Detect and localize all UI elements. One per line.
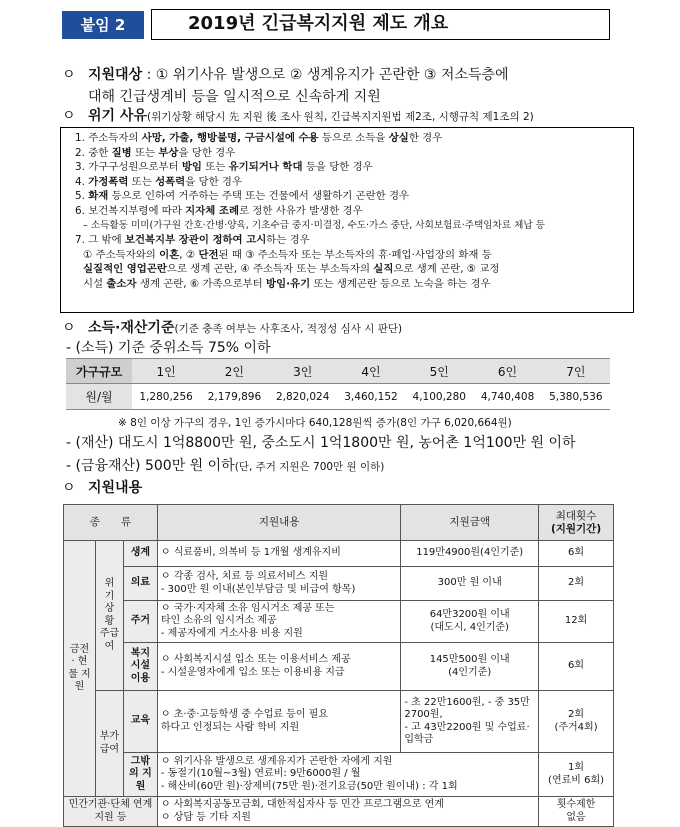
row-max: 2회 xyxy=(539,567,614,601)
row-name: 그밖의 지원 xyxy=(123,753,157,797)
income-amount: 3,460,152 xyxy=(337,384,405,410)
amount-unit-label: 원/월 xyxy=(66,384,132,410)
crisis-item: 7. 그 밖에 보건복지부 장관이 정하여 고시하는 경우 xyxy=(75,234,310,247)
row-name: 복지 시설 이용 xyxy=(123,643,157,691)
group-cash-label: 금전 · 현물 지원 xyxy=(64,541,96,797)
crisis-item: 4. 가정폭력 또는 성폭력을 당한 경우 xyxy=(75,175,242,188)
group-extra-label: 부가 급여 xyxy=(95,691,123,797)
table-row xyxy=(64,601,614,643)
table-row xyxy=(64,541,614,567)
crisis-item: 2. 중한 질병 또는 부상을 당한 경우 xyxy=(75,146,236,159)
row-max: 6회 xyxy=(539,643,614,691)
attachment-badge: 붙임 2 xyxy=(62,11,144,39)
row-max: 횟수제한 없음 xyxy=(539,797,614,827)
income-amount: 4,740,408 xyxy=(473,384,541,410)
income-table-row xyxy=(66,384,610,410)
row-content: ㅇ 국가·지자체 소유 임시거소 제공 또는 타인 소유의 임시거소 제공 - 제공자에게 거소사용 비용 지원 xyxy=(157,601,400,643)
row-amount: 119만4900원(4인기준) xyxy=(401,541,539,567)
crisis-item: 1. 주소득자의 사망, 가출, 행방불명, 구금시설에 수용 등으로 소득을 상실한 경우 xyxy=(75,132,443,144)
row-content: ㅇ 사회복지시설 입소 또는 이용서비스 제공 - 시설운영자에게 입소 또는 이용비용 지급 xyxy=(157,643,400,691)
row-max: 2회 (주거4회) xyxy=(539,691,614,753)
table-row xyxy=(64,753,614,797)
row-amount: 64만3200원 이내 (대도시, 4인기준) xyxy=(401,601,539,643)
row-amount: 300만 원 이내 xyxy=(401,567,539,601)
row-content: ㅇ 식료품비, 의복비 등 1개월 생계유지비 xyxy=(157,541,400,567)
income-amount: 4,100,280 xyxy=(405,384,473,410)
household-size: 5인 xyxy=(405,359,473,384)
row-max: 1회 (연료비 6회) xyxy=(539,753,614,797)
household-size: 1인 xyxy=(132,359,200,384)
finance-note: (단, 주거 지원은 700만 원 이하) xyxy=(234,461,385,473)
crisis-item: 3. 가구구성원으로부터 방임 또는 유기되거나 학대 등을 당한 경우 xyxy=(75,161,373,174)
crisis-item: 6. 보건복지부령에 따라 지자체 조례로 정한 사유가 발생한 경우 xyxy=(75,204,363,217)
income-amount: 1,280,256 xyxy=(132,384,200,410)
group-crisis-label: 위 기 상 황 주급여 xyxy=(95,541,123,691)
title-row xyxy=(62,9,610,40)
finance-text: - (금융재산) 500만 원 이하 xyxy=(66,458,235,474)
crisis-subitem: – 소득활동 미미(가구원 간호·간병·양육, 기초수급 중지·미결정, 수도·가스 중단, 사회보험료·주택임차료 체납 등 xyxy=(83,219,545,231)
bullet-icon: ㅇ xyxy=(62,480,76,496)
income-amount: 5,380,536 xyxy=(542,384,610,410)
support-table xyxy=(63,504,614,827)
crisis-subitem: 시설 출소자 생계 곤란, ⑥ 가족으로부터 방임·유기 또는 생계곤란 등으로 노숙을 하는 경우 xyxy=(83,277,491,290)
col-max: 최대횟수 (지원기간) xyxy=(539,505,614,541)
row-name: 주거 xyxy=(123,601,157,643)
criteria-label: 소득·재산기준 xyxy=(88,320,175,336)
row-max: 6회 xyxy=(539,541,614,567)
household-size: 3인 xyxy=(269,359,337,384)
income-amount: 2,820,024 xyxy=(269,384,337,410)
household-size: 4인 xyxy=(337,359,405,384)
row-name: 의료 xyxy=(123,567,157,601)
support-heading xyxy=(62,478,142,498)
row-max: 12회 xyxy=(539,601,614,643)
crisis-box xyxy=(60,127,634,313)
row-content: ㅇ 각종 검사, 치료 등 의료서비스 지원 - 300만 원 이내(본인부담금 및 비급여 항목) xyxy=(157,567,400,601)
finance-line xyxy=(66,456,384,477)
col-amount: 지원금액 xyxy=(401,505,539,541)
col-kind: 종 류 xyxy=(64,505,158,541)
crisis-heading xyxy=(62,106,534,127)
income-line: - (소득) 기준 중위소득 75% 이하 xyxy=(66,340,271,356)
table-row xyxy=(64,797,614,827)
row-name: 민간기관·단체 연계지원 등 xyxy=(64,797,158,827)
page-title: 2019년 긴급복지지원 제도 개요 xyxy=(151,9,610,40)
col-content: 지원내용 xyxy=(157,505,400,541)
row-content: ㅇ 위기사유 발생으로 생계유지가 곤란한 자에게 지원 - 동절기(10월~3월) 연료비: 9만6000원 / 월 - 해산비(60만 원)·장제비(75만 원)·전기요금(50만 원이내) : 각 1회 xyxy=(157,753,538,797)
household-size: 2인 xyxy=(200,359,268,384)
target-section xyxy=(62,65,509,85)
target-line-2: 대해 긴급생계비 등을 일시적으로 신속하게 지원 xyxy=(88,89,381,105)
table-row xyxy=(64,643,614,691)
bullet-icon: ㅇ xyxy=(62,320,76,336)
row-content: ㅇ 초·중·고등학생 중 수업료 등이 필요 하다고 인정되는 사람 학비 지원 xyxy=(157,691,400,753)
row-name: 교육 xyxy=(123,691,157,753)
support-table-header xyxy=(64,505,614,541)
crisis-note: (위기상황 해당시 先 지원 後 조사 원칙, 긴급복지지원법 제2조, 시행규칙 제1조의 2) xyxy=(146,111,534,123)
crisis-label: 위기 사유 xyxy=(88,108,147,124)
table-row xyxy=(64,567,614,601)
target-label: 지원대상 xyxy=(88,67,143,83)
asset-line: - (재산) 대도시 1억8800만 원, 중소도시 1억1800만 원, 농어촌 1억100만 원 이하 xyxy=(66,435,576,451)
row-amount: 145만500원 이내 (4인기준) xyxy=(401,643,539,691)
row-name: 생계 xyxy=(123,541,157,567)
criteria-heading xyxy=(62,318,402,339)
large-household-note: ※ 8인 이상 가구의 경우, 1인 증가시마다 640,128원씩 증가(8인 가구 6,020,664원) xyxy=(118,417,512,429)
support-label: 지원내용 xyxy=(88,480,143,496)
income-table-header xyxy=(66,359,610,384)
household-size-label: 가구규모 xyxy=(66,359,132,384)
income-table xyxy=(66,358,610,410)
criteria-note: (기준 충족 여부는 사후조사, 적정성 심사 시 판단) xyxy=(174,323,403,335)
crisis-item: 5. 화재 등으로 인하여 거주하는 주택 또는 건물에서 생활하기 곤란한 경우 xyxy=(75,190,410,203)
household-size: 7인 xyxy=(542,359,610,384)
bullet-icon: ㅇ xyxy=(62,67,76,83)
target-line-1: : ① 위기사유 발생으로 ② 생계유지가 곤란한 ③ 저소득층에 xyxy=(146,67,509,83)
row-content: ㅇ 사회복지공동모금회, 대한적십자사 등 민간 프로그램으로 연계 ㅇ 상담 등 기타 지원 xyxy=(157,797,538,827)
crisis-subitem: ① 주소득자와의 이혼, ② 단전된 때 ③ 주소득자 또는 부소득자의 휴·폐업·사업장의 화재 등 xyxy=(83,248,492,261)
income-amount: 2,179,896 xyxy=(200,384,268,410)
table-row xyxy=(64,691,614,753)
crisis-subitem: 실질적인 영업곤란으로 생계 곤란, ④ 주소득자 또는 부소득자의 실직으로 생계 곤란, ⑤ 교정 xyxy=(83,263,500,276)
household-size: 6인 xyxy=(473,359,541,384)
bullet-icon: ㅇ xyxy=(62,108,76,124)
row-amount: - 초 22만1600원, - 중 35만2700원, - 고 43만2200원 및 수업료· 입학금 xyxy=(401,691,539,753)
